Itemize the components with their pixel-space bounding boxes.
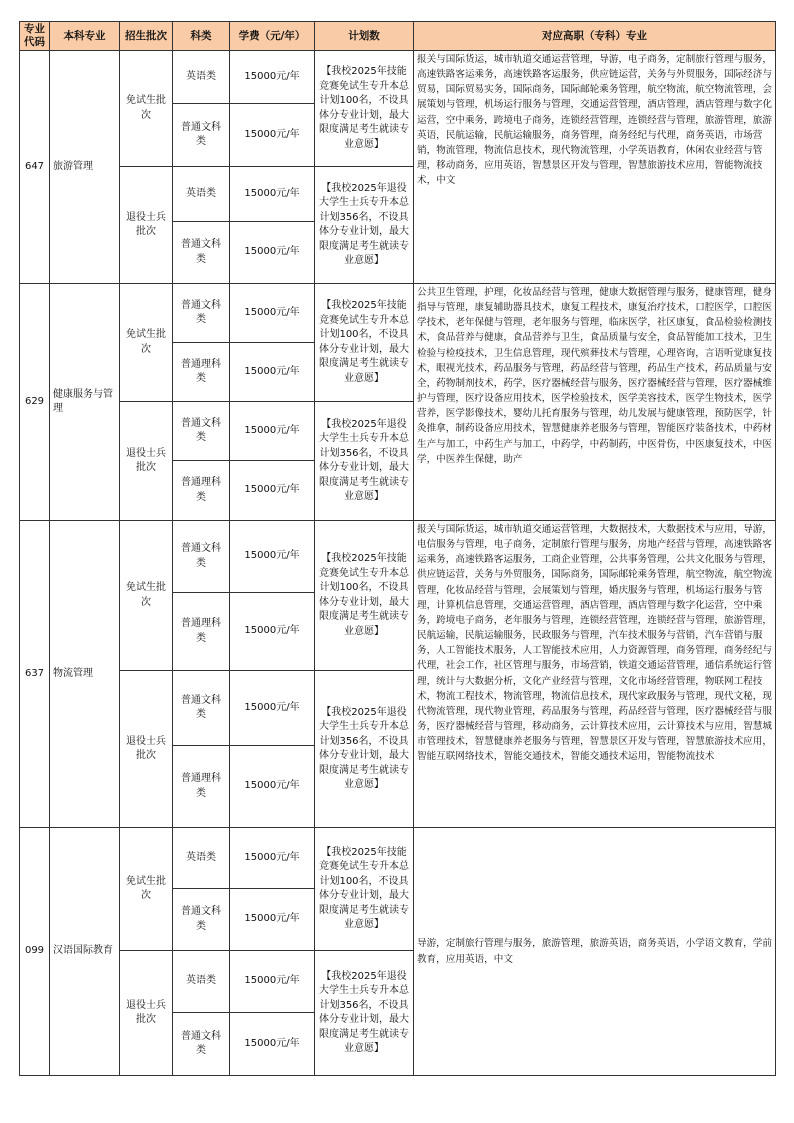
header-fee: 学费（元/年） [230,22,315,51]
subject-cell: 普通文科类 [173,104,230,167]
table-row [20,284,776,343]
major-code: 099 [20,828,50,1076]
header-code: 专业代码 [20,22,50,51]
fee-cell: 15000元/年 [230,461,315,521]
subject-cell: 英语类 [173,167,230,222]
header-related: 对应高职（专科）专业 [414,22,776,51]
batch-label: 免试生批次 [120,284,173,402]
fee-cell: 15000元/年 [230,167,315,222]
table-row [20,828,776,889]
fee-cell: 15000元/年 [230,746,315,828]
fee-cell: 15000元/年 [230,402,315,461]
header-subject: 科类 [173,22,230,51]
plan-cell: 【我校2025年技能竞赛免试生专升本总计划100名，不设具体分专业计划，最大限度满足考生就读专业意愿】 [315,284,414,402]
fee-cell: 15000元/年 [230,671,315,746]
fee-cell: 15000元/年 [230,828,315,889]
batch-label: 免试生批次 [120,51,173,167]
fee-cell: 15000元/年 [230,222,315,284]
major-name: 健康服务与管理 [50,284,120,521]
subject-cell: 普通理科类 [173,343,230,402]
subject-cell: 普通理科类 [173,746,230,828]
subject-cell: 普通理科类 [173,593,230,671]
related-majors: 公共卫生管理，护理，化妆品经营与管理，健康大数据管理与服务，健康管理，健身指导与管理，康复辅助器具技术，康复工程技术，康复治疗技术，口腔医学，口腔医学技术，老年保健与管理，老年服务与管理，临床医学，社区康复，食品检验检测技术，食品营养与健康，食品营养与卫生，食品质量与安全，食品智能加工技术，卫生检验与检疫技术，卫生信息管理，现代殡葬技术与管理，心理咨询，言语听觉康复技术，眼视光技术，药品服务与管理，药品经营与管理，药品生产技术，药品质量与安全，药物制剂技术，药学，医疗器械经营与服务，医疗器械经营与管理，医疗器械维护与管理，医疗设备应用技术，医学检验技术，医学美容技术，医学生物技术，医学营养，医学影像技术，婴幼儿托育服务与管理，幼儿发展与健康管理，预防医学，针灸推拿，制药设备应用技术，智慧健康养老服务与管理，智能医疗装备技术，中药材生产与加工，中药生产与加工，中药学，中药制药，中医骨伤，中医康复技术，中医学，中医养生保健，助产 [414,284,776,521]
plan-cell: 【我校2025年技能竞赛免试生专升本总计划100名，不设具体分专业计划，最大限度满足考生就读专业意愿】 [315,521,414,671]
plan-cell: 【我校2025年技能竞赛免试生专升本总计划100名，不设具体分专业计划，最大限度满足考生就读专业意愿】 [315,828,414,951]
subject-cell: 普通文科类 [173,889,230,951]
header-row [20,22,776,51]
header-major: 本科专业 [50,22,120,51]
table-row [20,51,776,104]
batch-label: 退役士兵批次 [120,402,173,521]
major-name: 物流管理 [50,521,120,828]
major-code: 637 [20,521,50,828]
fee-cell: 15000元/年 [230,593,315,671]
fee-cell: 15000元/年 [230,104,315,167]
batch-label: 退役士兵批次 [120,951,173,1076]
subject-cell: 英语类 [173,828,230,889]
major-name: 旅游管理 [50,51,120,284]
plan-cell: 【我校2025年退役大学生士兵专升本总计划356名，不设具体分专业计划，最大限度满足考生就读专业意愿】 [315,671,414,828]
related-majors: 报关与国际货运，城市轨道交通运营管理，大数据技术，大数据技术与应用，导游，电信服务与管理，电子商务，定制旅行管理与服务，房地产经营与管理，高速铁路客运乘务，高速铁路客运服务，工商企业管理，公共事务管理，公共文化服务与管理，供应链运营，关务与外贸服务，国际商务，国际邮轮乘务管理，航空物流，航空物流管理，化妆品经营与管理，会展策划与管理，婚庆服务与管理，机场运行服务与管理，计算机信息管理，交通运营管理，酒店管理，酒店管理与数字化运营，空中乘务，跨境电子商务，老年服务与管理，连锁经营管理，连锁经营与管理，旅游管理，民航运输，民航运输服务，民政服务与管理，汽车技术服务与营销，汽车营销与服务，人工智能技术服务，人工智能技术应用，人力资源管理，商务管理，商务经纪与代理，社会工作，社区管理与服务，市场营销，铁道交通运营管理，通信系统运行管理，统计与大数据分析，文化产业经营与管理，文化市场经营管理，物联网工程技术，物流工程技术，物流管理，物流信息技术，现代家政服务与管理，现代文秘，现代物流管理，现代物业管理，药品服务与管理，药品经营与管理，医疗器械经营与服务，医疗器械经营与管理，移动商务，云计算技术应用，云计算技术与应用，智慧城市管理技术，智慧健康养老服务与管理，智慧景区开发与管理，智慧旅游技术应用，智能互联网络技术，智能交通技术，智能交通技术运用，智能物流技术 [414,521,776,828]
fee-cell: 15000元/年 [230,284,315,343]
major-name: 汉语国际教育 [50,828,120,1076]
fee-cell: 15000元/年 [230,951,315,1013]
major-code: 647 [20,51,50,284]
plan-cell: 【我校2025年退役大学生士兵专升本总计划356名，不设具体分专业计划，最大限度满足考生就读专业意愿】 [315,167,414,284]
batch-label: 退役士兵批次 [120,167,173,284]
major-code: 629 [20,284,50,521]
plan-cell: 【我校2025年退役大学生士兵专升本总计划356名，不设具体分专业计划，最大限度满足考生就读专业意愿】 [315,951,414,1076]
related-majors: 导游，定制旅行管理与服务，旅游管理，旅游英语，商务英语，小学语文教育，学前教育，应用英语，中文 [414,828,776,1076]
header-plan: 计划数 [315,22,414,51]
plan-cell: 【我校2025年技能竞赛免试生专升本总计划100名，不设具体分专业计划，最大限度满足考生就读专业意愿】 [315,51,414,167]
fee-cell: 15000元/年 [230,521,315,593]
subject-cell: 普通文科类 [173,284,230,343]
subject-cell: 普通理科类 [173,461,230,521]
header-batch: 招生批次 [120,22,173,51]
batch-label: 免试生批次 [120,828,173,951]
subject-cell: 普通文科类 [173,222,230,284]
subject-cell: 普通文科类 [173,521,230,593]
fee-cell: 15000元/年 [230,51,315,104]
subject-cell: 英语类 [173,951,230,1013]
related-majors: 报关与国际货运，城市轨道交通运营管理，导游，电子商务，定制旅行管理与服务，高速铁路客运乘务，高速铁路客运服务，供应链运营，关务与外贸服务，国际经济与贸易，国际贸易实务，国际商务，国际邮轮乘务管理，航空物流，航空物流管理，会展策划与管理，机场运行服务与管理，交通运营管理，酒店管理，酒店管理与数字化运营，空中乘务，跨境电子商务，连锁经营管理，连锁经营与管理，旅游管理，旅游英语，民航运输，民航运输服务，商务管理，商务经纪与代理，商务英语，市场营销，物流管理，物流信息技术，现代物流管理，小学英语教育，休闲农业经营与管理，移动商务，应用英语，智慧景区开发与管理，智慧旅游技术应用，智能物流技术，中文 [414,51,776,284]
plan-cell: 【我校2025年退役大学生士兵专升本总计划356名，不设具体分专业计划，最大限度满足考生就读专业意愿】 [315,402,414,521]
enrollment-table [19,21,776,1076]
batch-label: 退役士兵批次 [120,671,173,828]
subject-cell: 英语类 [173,51,230,104]
table-row [20,521,776,593]
subject-cell: 普通文科类 [173,1013,230,1076]
subject-cell: 普通文科类 [173,402,230,461]
batch-label: 免试生批次 [120,521,173,671]
fee-cell: 15000元/年 [230,343,315,402]
subject-cell: 普通文科类 [173,671,230,746]
fee-cell: 15000元/年 [230,1013,315,1076]
fee-cell: 15000元/年 [230,889,315,951]
